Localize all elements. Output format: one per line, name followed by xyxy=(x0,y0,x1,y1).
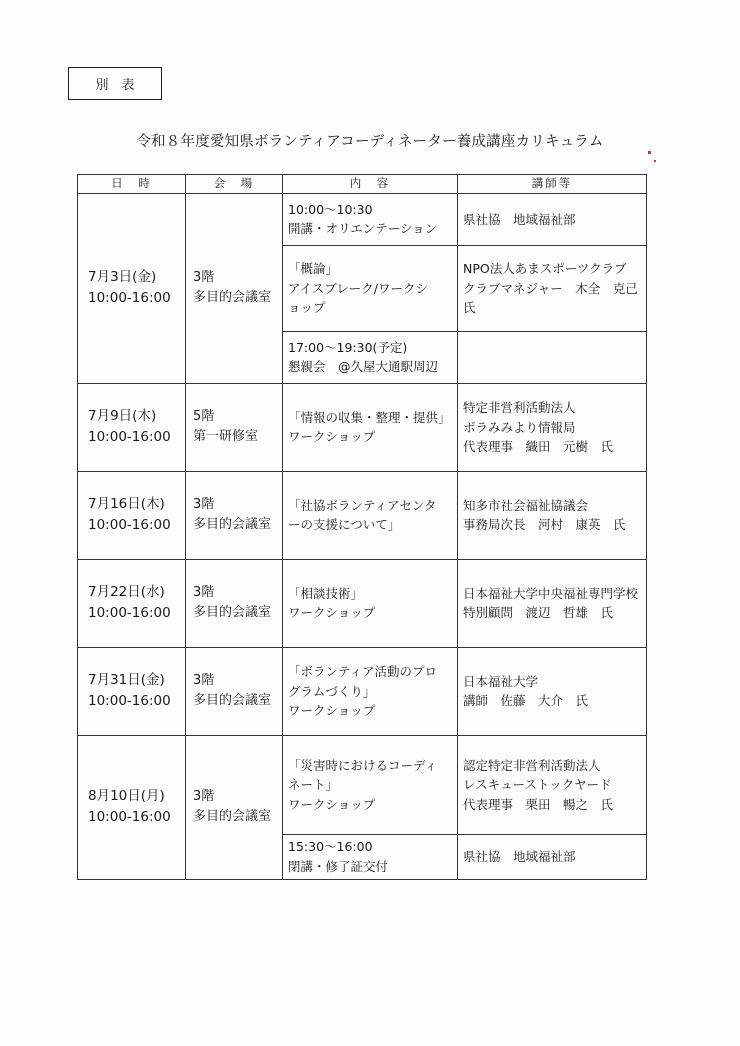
session-lecturer xyxy=(458,735,647,834)
session-content-line: ワークショップ xyxy=(288,605,376,621)
session-lecturer-line: 日本福祉大学中央福祉専門学校 xyxy=(463,585,639,601)
session-lecturer-line: クラブマネジャー 木全 克己 xyxy=(463,280,638,296)
session-content-line: 15:30～16:00 xyxy=(288,839,373,855)
header-date: 日 時 xyxy=(78,175,186,194)
session-venue-line: 5階 xyxy=(193,409,215,425)
session-content xyxy=(283,471,458,559)
session-content-line: 10:00～10:30 xyxy=(288,201,373,217)
document-title: 令和８年度愛知県ボランティアコーディネーター養成講座カリキュラム xyxy=(136,134,604,150)
table-header-row xyxy=(78,175,647,194)
header-lecturer: 講師等 xyxy=(458,175,647,194)
attachment-label xyxy=(68,67,162,100)
session-venue-line: 多目的会議室 xyxy=(193,290,272,306)
session-venue-line: 3階 xyxy=(193,673,215,689)
session-content-line: 「ボランティア活動のプロ xyxy=(288,664,438,680)
session-content xyxy=(283,735,458,834)
session-venue xyxy=(186,471,283,559)
session-date-line: 7月31日(金) xyxy=(88,672,165,689)
session-content-line: グラムづくり」 xyxy=(288,683,376,699)
session-date-line: 10:00-16:00 xyxy=(88,290,171,307)
session-lecturer-line: 認定特定非営利活動法人 xyxy=(463,757,601,773)
curriculum-body xyxy=(78,193,647,879)
session-venue-line: 多目的会議室 xyxy=(193,517,272,533)
session-venue-line: 3階 xyxy=(193,789,215,805)
session-lecturer-line: NPO法人あまスポーツクラブ xyxy=(463,261,627,277)
session-date-line: 10:00-16:00 xyxy=(88,517,171,534)
session-date-line: 7月3日(金) xyxy=(88,269,157,286)
session-date xyxy=(78,471,186,559)
table-row xyxy=(78,193,647,245)
session-date xyxy=(78,647,186,735)
session-venue xyxy=(186,193,283,383)
session-lecturer-line: レスキューストックヤード xyxy=(463,777,612,793)
curriculum-table xyxy=(77,174,647,880)
session-venue xyxy=(186,735,283,879)
session-venue-line: 多目的会議室 xyxy=(193,605,272,621)
table-row xyxy=(78,471,647,559)
session-content xyxy=(283,193,458,245)
session-lecturer-line: 氏 xyxy=(463,300,476,315)
session-lecturer-line: 事務局次長 河村 康英 氏 xyxy=(463,517,626,533)
session-content xyxy=(283,383,458,471)
attachment-label-text: 別 表 xyxy=(95,78,135,93)
header-content: 内 容 xyxy=(283,175,458,194)
session-content xyxy=(283,331,458,383)
session-content xyxy=(283,647,458,735)
table-row xyxy=(78,735,647,834)
session-content-line: 「災害時におけるコーディ xyxy=(288,757,438,773)
session-lecturer xyxy=(458,834,647,879)
session-venue-line: 多目的会議室 xyxy=(193,693,272,709)
session-content-line: ネート」 xyxy=(288,777,339,793)
session-venue-line: 3階 xyxy=(193,497,215,513)
session-content-line: 「概論」 xyxy=(288,261,339,277)
session-date xyxy=(78,735,186,879)
session-lecturer xyxy=(458,193,647,245)
session-venue xyxy=(186,647,283,735)
session-venue-line: 多目的会議室 xyxy=(193,809,272,825)
session-venue-line: 3階 xyxy=(193,270,215,286)
session-lecturer-line: ボラみみより情報局 xyxy=(463,419,576,435)
session-venue xyxy=(186,559,283,647)
session-lecturer xyxy=(458,331,647,383)
session-date-line: 7月9日(木) xyxy=(88,408,157,425)
session-lecturer xyxy=(458,647,647,735)
session-content-line: 17:00～19:30(予定) xyxy=(288,339,408,355)
session-lecturer-line: 代表理事 栗田 暢之 氏 xyxy=(463,796,614,812)
session-lecturer-line: 県社協 地域福祉部 xyxy=(463,211,576,227)
session-lecturer-line: 知多市社会福祉協議会 xyxy=(463,497,589,513)
session-date-line: 7月22日(水) xyxy=(88,584,165,601)
table-row xyxy=(78,559,647,647)
session-content-line: 懇親会 @久屋大通駅周辺 xyxy=(288,359,439,375)
session-content-line: 「相談技術」 xyxy=(288,585,364,601)
session-lecturer-line: 特定非営利活動法人 xyxy=(463,400,576,416)
session-content xyxy=(283,559,458,647)
session-venue xyxy=(186,383,283,471)
session-content-line: ーの支援について」 xyxy=(288,517,401,533)
session-content xyxy=(283,834,458,879)
session-lecturer xyxy=(458,383,647,471)
session-content xyxy=(283,245,458,331)
session-date-line: 7月16日(木) xyxy=(88,496,165,513)
table-row xyxy=(78,383,647,471)
session-date xyxy=(78,193,186,383)
session-lecturer-line: 特別顧問 渡辺 哲雄 氏 xyxy=(463,605,614,621)
session-content-line: 「社協ボランティアセンタ xyxy=(288,497,437,513)
session-date-line: 10:00-16:00 xyxy=(88,605,171,622)
session-date-line: 10:00-16:00 xyxy=(88,429,171,446)
session-content-line: ョップ xyxy=(288,300,326,315)
session-date xyxy=(78,559,186,647)
session-content-line: 「情報の収集・整理・提供」 xyxy=(288,409,451,425)
red-speck xyxy=(648,151,651,154)
header-venue: 会 場 xyxy=(186,175,283,194)
session-date-line: 10:00-16:00 xyxy=(88,809,171,826)
session-date xyxy=(78,383,186,471)
session-content-line: 閉講・修了証交付 xyxy=(288,858,389,874)
session-lecturer xyxy=(458,245,647,331)
session-lecturer xyxy=(458,471,647,559)
red-speck xyxy=(654,160,656,162)
session-content-line: ワークショップ xyxy=(288,796,376,812)
session-content-line: アイスブレーク/ワークシ xyxy=(288,280,428,296)
session-content-line: 開講・オリエンテーション xyxy=(288,221,438,237)
session-content-line: ワークショップ xyxy=(288,703,376,718)
session-lecturer xyxy=(458,559,647,647)
session-venue-line: 3階 xyxy=(193,585,215,601)
session-content-line: ワークショップ xyxy=(288,429,376,445)
session-date-line: 10:00-16:00 xyxy=(88,693,171,710)
session-lecturer-line: 県社協 地域福祉部 xyxy=(463,849,576,865)
session-lecturer-line: 日本福祉大学 xyxy=(463,673,539,689)
session-date-line: 8月10日(月) xyxy=(88,788,165,805)
table-row xyxy=(78,647,647,735)
session-lecturer-line: 代表理事 織田 元樹 氏 xyxy=(463,439,614,454)
session-lecturer-line: 講師 佐藤 大介 氏 xyxy=(463,693,589,709)
session-venue-line: 第一研修室 xyxy=(193,429,259,445)
